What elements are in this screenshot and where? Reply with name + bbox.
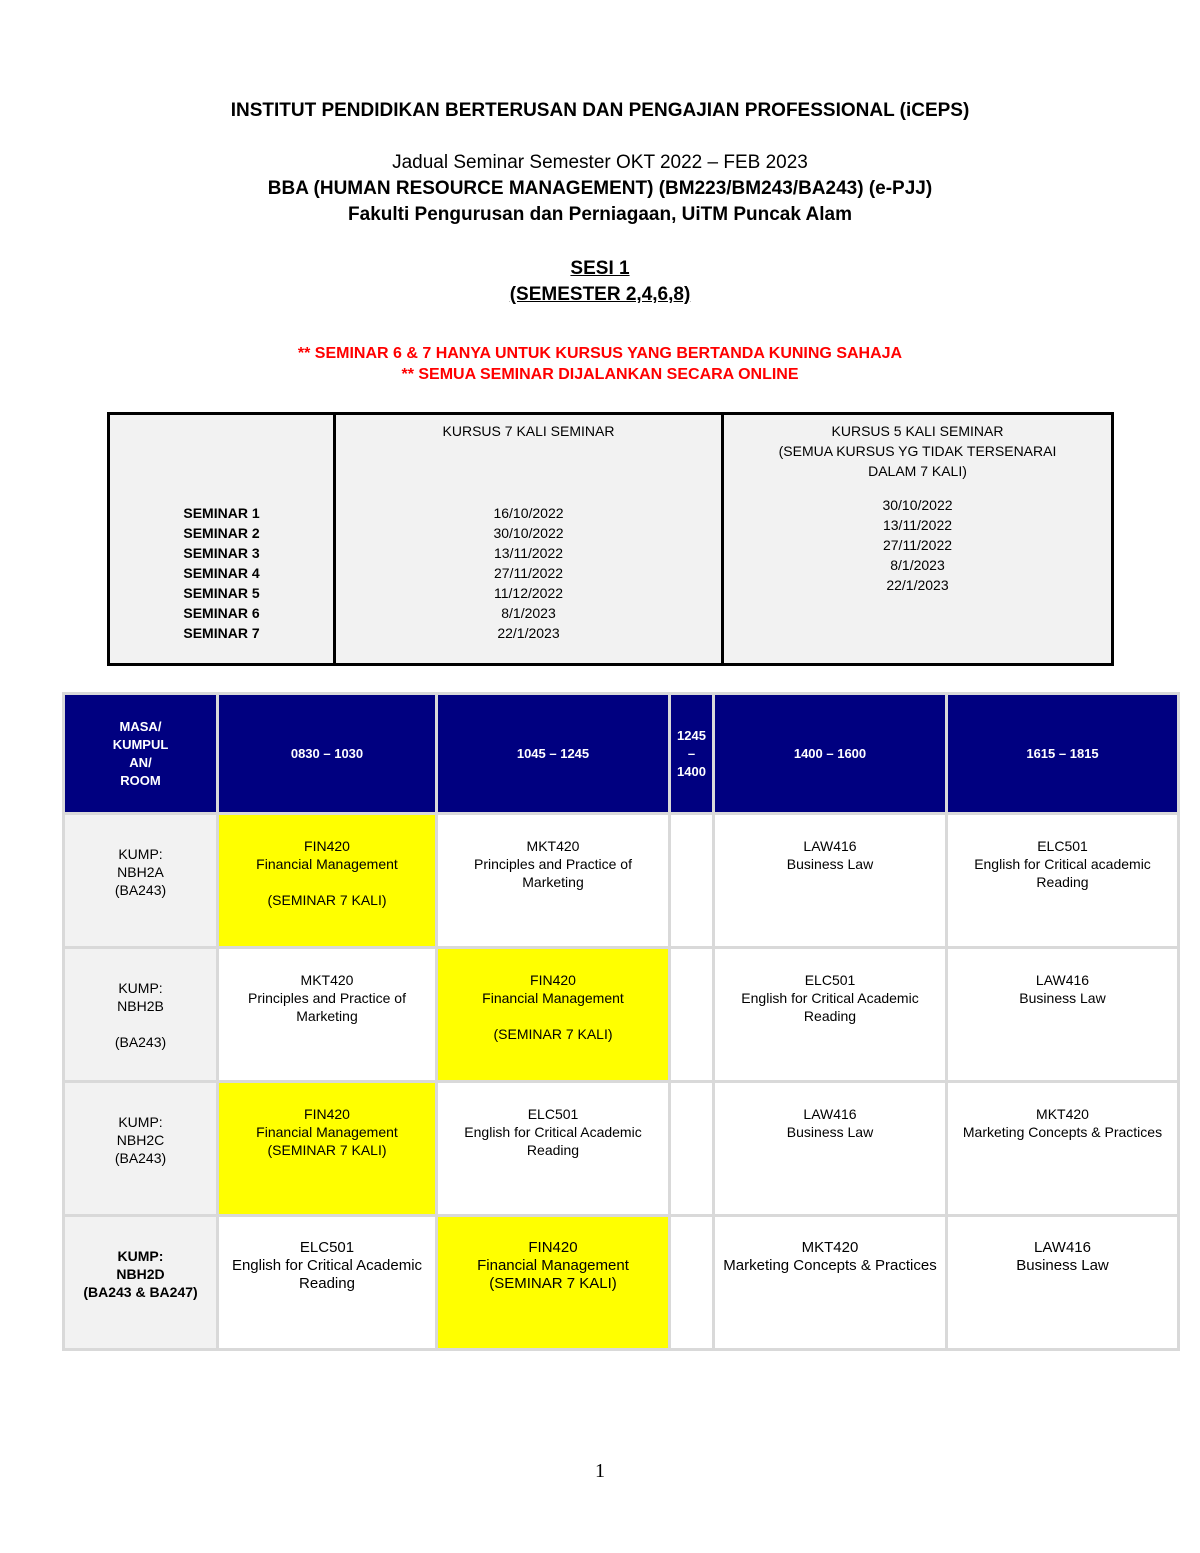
course-cell bbox=[947, 1082, 1179, 1216]
seminar-date: 11/12/2022 bbox=[493, 585, 564, 601]
notes-block bbox=[0, 343, 1200, 385]
group-code: NBH2A bbox=[117, 864, 164, 880]
course-code: ELC501 bbox=[299, 1239, 355, 1256]
course-code: ELC501 bbox=[804, 972, 856, 988]
course-cell bbox=[437, 814, 670, 948]
course-name: Business Law bbox=[1016, 1257, 1109, 1274]
document-header bbox=[0, 98, 1200, 308]
slot-header: 1045 – 1245 bbox=[437, 694, 670, 814]
group-programme: (BA243) bbox=[114, 1034, 167, 1050]
course-cell bbox=[218, 1216, 437, 1350]
seminar-label: SEMINAR 1 bbox=[183, 505, 260, 521]
break-cell bbox=[670, 814, 714, 948]
course-name: Business Law bbox=[786, 1124, 874, 1140]
course-cell bbox=[218, 814, 437, 948]
course-cell bbox=[714, 948, 947, 1082]
course-code: LAW416 bbox=[1034, 1239, 1091, 1256]
course-cell bbox=[437, 1082, 670, 1216]
seminar-date: 22/1/2023 bbox=[886, 577, 949, 593]
five-seminar-heading bbox=[724, 421, 1111, 481]
seminar-label: SEMINAR 6 bbox=[183, 605, 260, 621]
course-name: Marketing Concepts & Practices bbox=[962, 1124, 1163, 1140]
course-name: Financial Management bbox=[482, 990, 624, 1006]
seminar-labels-column bbox=[110, 415, 336, 663]
course-name: Principles and Practice of Marketing bbox=[248, 990, 406, 1024]
course-name: Business Law bbox=[786, 856, 874, 872]
seminar-date: 22/1/2023 bbox=[497, 625, 560, 641]
course-cell bbox=[947, 814, 1179, 948]
seven-seminar-heading: KURSUS 7 KALI SEMINAR bbox=[442, 423, 615, 439]
course-code: LAW416 bbox=[803, 838, 857, 854]
course-code: FIN420 bbox=[304, 838, 350, 854]
five-seminar-dates bbox=[724, 495, 1111, 595]
seminar-date: 13/11/2022 bbox=[882, 517, 953, 533]
seminar-tag: (SEMINAR 7 KALI) bbox=[493, 1026, 613, 1042]
five-seminar-heading-line: (SEMUA KURSUS YG TIDAK TERSENARAI bbox=[778, 443, 1057, 459]
session-title: SESI 1 bbox=[570, 258, 630, 279]
group-label: KUMP: bbox=[118, 846, 163, 862]
seminar-tag: (SEMINAR 7 KALI) bbox=[267, 892, 387, 908]
table-row bbox=[64, 1216, 1179, 1350]
group-programme: (BA243) bbox=[114, 882, 167, 898]
slot-header: 1615 – 1815 bbox=[947, 694, 1179, 814]
course-name: English for Critical Academic Reading bbox=[464, 1124, 642, 1158]
break-header-line: 1245 bbox=[677, 727, 706, 743]
course-cell bbox=[218, 1082, 437, 1216]
table-row bbox=[64, 1082, 1179, 1216]
group-code: NBH2D bbox=[116, 1266, 165, 1282]
seminar-label: SEMINAR 2 bbox=[183, 525, 260, 541]
group-header-line: AN/ bbox=[129, 754, 152, 770]
note-line: ** SEMINAR 6 & 7 HANYA UNTUK KURSUS YANG BERTANDA KUNING SAHAJA bbox=[297, 345, 903, 362]
course-name: English for Critical Academic Reading bbox=[231, 1257, 423, 1292]
five-seminar-heading-line: KURSUS 5 KALI SEMINAR bbox=[831, 423, 1004, 439]
course-name: Marketing Concepts & Practices bbox=[723, 1257, 937, 1274]
seminar-date: 8/1/2023 bbox=[501, 605, 556, 621]
course-code: MKT420 bbox=[1036, 1106, 1089, 1122]
timetable-header-row bbox=[64, 694, 1179, 814]
slot-header: 0830 – 1030 bbox=[218, 694, 437, 814]
group-header-line: KUMPUL bbox=[112, 736, 169, 752]
break-cell bbox=[670, 1216, 714, 1350]
table-row bbox=[64, 814, 1179, 948]
course-cell bbox=[947, 948, 1179, 1082]
course-name: English for Critical Academic Reading bbox=[741, 990, 919, 1024]
course-cell bbox=[714, 1082, 947, 1216]
seminar-date: 30/10/2022 bbox=[882, 497, 953, 513]
course-code: MKT420 bbox=[526, 838, 580, 854]
course-code: FIN420 bbox=[304, 1106, 350, 1122]
course-cell bbox=[714, 814, 947, 948]
seminar-tag: (SEMINAR 7 KALI) bbox=[267, 1142, 387, 1158]
group-cell bbox=[64, 1082, 218, 1216]
group-cell bbox=[64, 948, 218, 1082]
seminar-date: 13/11/2022 bbox=[493, 545, 564, 561]
course-name: Principles and Practice of Marketing bbox=[474, 856, 632, 890]
group-code: NBH2B bbox=[117, 998, 164, 1014]
group-header-line: MASA/ bbox=[119, 718, 162, 734]
table-row bbox=[64, 948, 1179, 1082]
seminar-tag: (SEMINAR 7 KALI) bbox=[489, 1275, 617, 1292]
course-code: MKT420 bbox=[300, 972, 354, 988]
group-programme: (BA243) bbox=[114, 1150, 167, 1166]
seminar-label: SEMINAR 5 bbox=[183, 585, 260, 601]
course-cell bbox=[437, 948, 670, 1082]
course-code: ELC501 bbox=[1037, 838, 1088, 854]
programme-title: BBA (HUMAN RESOURCE MANAGEMENT) (BM223/BM243/BA243) (e-PJJ) bbox=[267, 178, 933, 199]
seven-seminar-dates bbox=[336, 503, 721, 643]
five-seminar-heading-line: DALAM 7 KALI) bbox=[868, 463, 967, 479]
seminar-label: SEMINAR 3 bbox=[183, 545, 260, 561]
course-cell bbox=[437, 1216, 670, 1350]
group-header-line: ROOM bbox=[120, 772, 161, 788]
seminar-date: 8/1/2023 bbox=[890, 557, 945, 573]
group-label: KUMP: bbox=[118, 1114, 163, 1130]
seven-seminar-column bbox=[336, 415, 724, 663]
group-cell bbox=[64, 1216, 218, 1350]
course-code: FIN420 bbox=[530, 972, 576, 988]
five-seminar-column bbox=[724, 415, 1111, 663]
seminar-date: 30/10/2022 bbox=[493, 525, 564, 541]
break-header-line: – bbox=[687, 745, 696, 761]
course-name: Business Law bbox=[1019, 990, 1106, 1006]
course-name: English for Critical academic Reading bbox=[974, 856, 1151, 890]
course-cell bbox=[947, 1216, 1179, 1350]
seminar-label: SEMINAR 7 bbox=[183, 625, 260, 641]
slot-header: 1400 – 1600 bbox=[714, 694, 947, 814]
course-cell bbox=[714, 1216, 947, 1350]
seminar-date: 16/10/2022 bbox=[493, 505, 564, 521]
course-code: LAW416 bbox=[803, 1106, 857, 1122]
break-cell bbox=[670, 948, 714, 1082]
break-cell bbox=[670, 1082, 714, 1216]
semester-title: (SEMESTER 2,4,6,8) bbox=[509, 284, 691, 305]
course-code: ELC501 bbox=[527, 1106, 579, 1122]
seminar-date: 27/11/2022 bbox=[493, 565, 564, 581]
course-code: MKT420 bbox=[801, 1239, 859, 1256]
institute-title: INSTITUT PENDIDIKAN BERTERUSAN DAN PENGAJIAN PROFESSIONAL (iCEPS) bbox=[230, 100, 970, 121]
course-name: Financial Management bbox=[256, 1124, 398, 1140]
seminar-date: 27/11/2022 bbox=[882, 537, 953, 553]
group-header bbox=[64, 694, 218, 814]
page-number: 1 bbox=[595, 1460, 605, 1482]
group-code: NBH2C bbox=[116, 1132, 165, 1148]
course-name: Financial Management bbox=[477, 1257, 629, 1274]
group-cell bbox=[64, 814, 218, 948]
break-header-line: 1400 bbox=[677, 763, 706, 779]
break-header bbox=[670, 694, 714, 814]
faculty-title: Fakulti Pengurusan dan Perniagaan, UiTM Puncak Alam bbox=[348, 204, 852, 225]
group-label: KUMP: bbox=[117, 1248, 164, 1264]
group-label: KUMP: bbox=[118, 980, 163, 996]
seminar-dates-box bbox=[107, 412, 1114, 666]
schedule-title: Jadual Seminar Semester OKT 2022 – FEB 2023 bbox=[392, 152, 808, 173]
course-code: FIN420 bbox=[528, 1239, 578, 1256]
course-name: Financial Management bbox=[256, 856, 398, 872]
note-line: ** SEMUA SEMINAR DIJALANKAN SECARA ONLINE bbox=[401, 366, 799, 383]
course-cell bbox=[218, 948, 437, 1082]
seminar-label: SEMINAR 4 bbox=[183, 565, 260, 581]
group-programme: (BA243 & BA247) bbox=[83, 1284, 198, 1300]
timetable bbox=[62, 692, 1180, 1351]
course-code: LAW416 bbox=[1035, 972, 1090, 988]
